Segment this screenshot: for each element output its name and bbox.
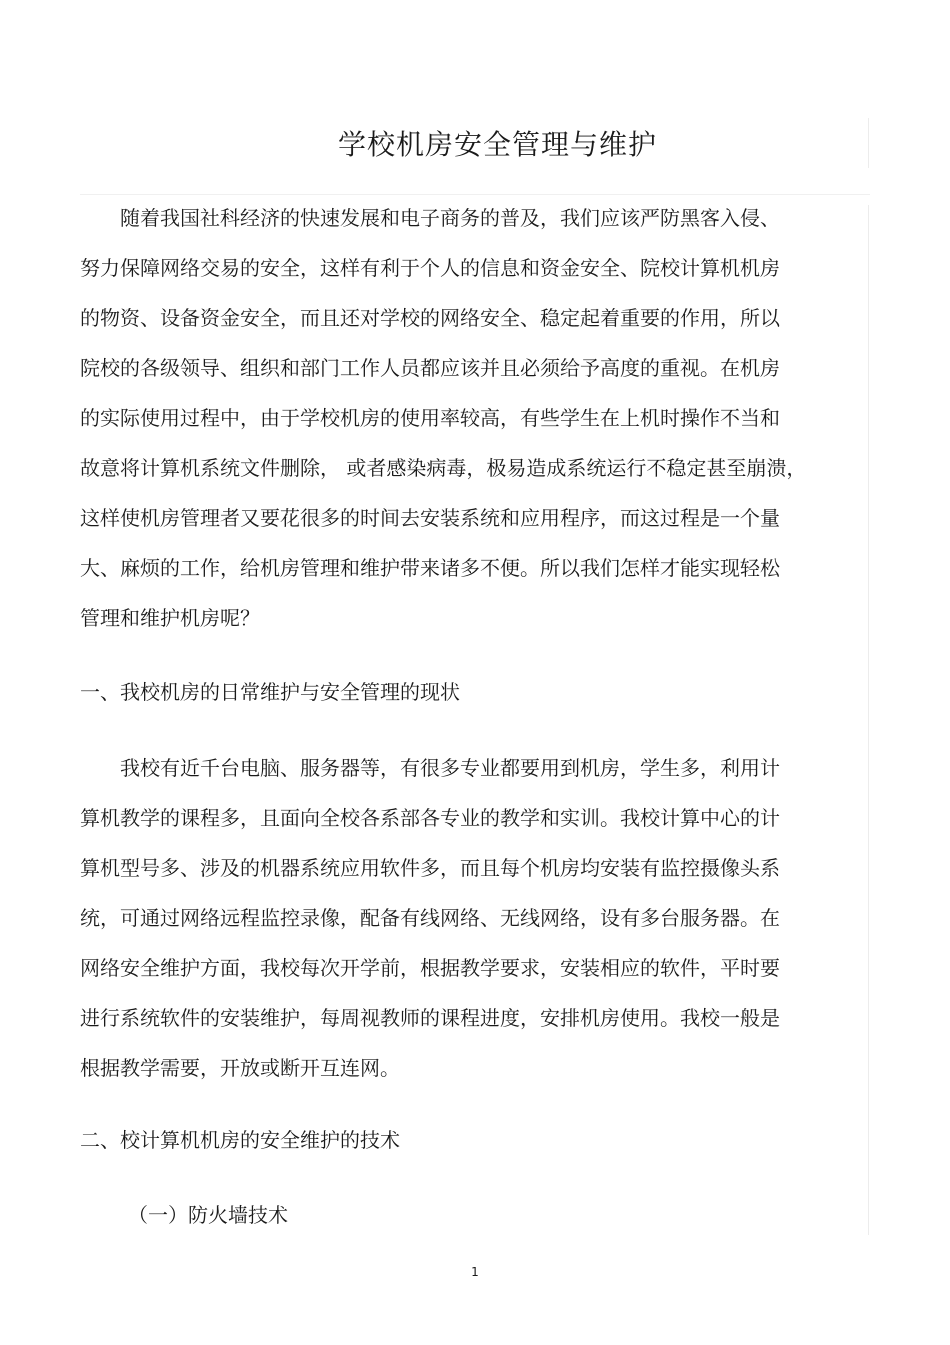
paragraph-line: 随着我国社科经济的快速发展和电子商务的普及，我们应该严防黑客入侵、	[120, 206, 780, 230]
paragraph-line: 的实际使用过程中，由于学校机房的使用率较高，有些学生在上机时操作不当和	[80, 406, 780, 430]
section-heading: 一、我校机房的日常维护与安全管理的现状	[80, 680, 460, 704]
paragraph-line: 努力保障网络交易的安全，这样有利于个人的信息和资金安全、院校计算机机房	[80, 256, 780, 280]
paragraph-line: 进行系统软件的安装维护，每周视教师的课程进度，安排机房使用。我校一般是	[80, 1006, 780, 1030]
paragraph-line: 我校有近千台电脑、服务器等，有很多专业都要用到机房，学生多，利用计	[120, 756, 780, 780]
paragraph-line: 算机型号多、涉及的机器系统应用软件多，而且每个机房均安装有监控摄像头系	[80, 856, 780, 880]
subsection-heading: （一）防火墙技术	[128, 1203, 288, 1227]
header-divider	[80, 194, 870, 195]
paragraph-line: 根据教学需要，开放或断开互连网。	[80, 1056, 400, 1080]
paragraph-line: 算机教学的课程多，且面向全校各系部各专业的教学和实训。我校计算中心的计	[80, 806, 780, 830]
paragraph-line: 统，可通过网络远程监控录像，配备有线网络、无线网络，设有多台服务器。在	[80, 906, 780, 930]
margin-rule	[868, 205, 869, 1235]
paragraph-line: 这样使机房管理者又要花很多的时间去安装系统和应用程序，而这过程是一个量	[80, 506, 780, 530]
page-number: 1	[471, 1265, 479, 1279]
paragraph-line: 管理和维护机房呢？	[80, 606, 260, 630]
paragraph-line: 网络安全维护方面，我校每次开学前，根据教学要求，安装相应的软件，平时要	[80, 956, 780, 980]
paragraph-line: 的物资、设备资金安全，而且还对学校的网络安全、稳定起着重要的作用，所以	[80, 306, 780, 330]
paragraph-line: 故意将计算机系统文件删除， 或者感染病毒，极易造成系统运行不稳定甚至崩溃，	[80, 456, 807, 480]
section-heading: 二、校计算机机房的安全维护的技术	[80, 1128, 400, 1152]
document-title: 学校机房安全管理与维护	[337, 128, 657, 161]
paragraph-line: 院校的各级领导、组织和部门工作人员都应该并且必须给予高度的重视。在机房	[80, 356, 780, 380]
paragraph-line: 大、麻烦的工作，给机房管理和维护带来诸多不便。所以我们怎样才能实现轻松	[80, 556, 780, 580]
